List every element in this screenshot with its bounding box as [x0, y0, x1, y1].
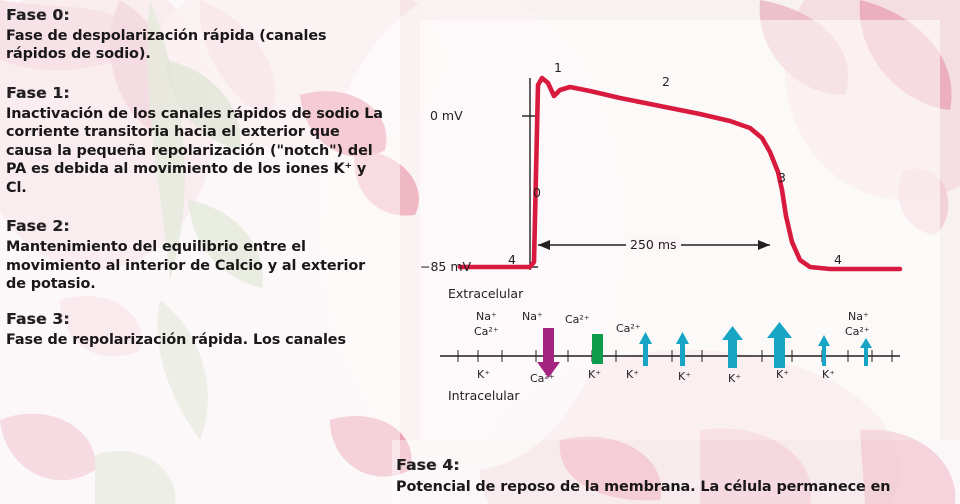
sodium-channel-arrow	[537, 328, 560, 378]
phase-3-heading: Fase 3:	[6, 310, 70, 329]
phase-4-heading: Fase 4:	[396, 456, 460, 474]
phase-block-4	[396, 456, 956, 496]
potassium-channel-arrow-3	[722, 326, 743, 368]
duration-label: 250 ms	[626, 237, 681, 252]
ion-label-bottom-4: K⁺	[626, 368, 640, 381]
duration-arrow-left-head	[538, 240, 550, 250]
ion-label-top-1: Na⁺	[476, 310, 497, 323]
duration-arrow-right-head	[758, 240, 770, 250]
potassium-channel-arrow-2	[676, 332, 689, 366]
ion-label-top-6: Na⁺	[848, 310, 869, 323]
phase-2-heading: Fase 2:	[6, 217, 70, 236]
phase-3-body: Fase de repolarización rápida. Los canales	[6, 332, 346, 349]
phase-1-heading: Fase 1:	[6, 83, 70, 102]
zero-mv-label: 0 mV	[430, 108, 463, 123]
phase-1-body: Inactivación de los canales rápidos de sodio La corriente transitoria hacia el exterior que causa la pequeña repolarización ("notch") del PA es debida al movimiento de los iones K⁺ y Cl.	[6, 105, 383, 196]
phase-0-body: Fase de despolarización rápida (canales rápidos de sodio).	[6, 28, 327, 63]
cardiac-action-potential-figure	[420, 30, 950, 430]
phase-block-3	[6, 310, 388, 349]
potassium-channel-arrow-5	[818, 335, 830, 366]
ion-label-bottom-5: K⁺	[678, 370, 692, 383]
phase-block-0	[6, 6, 388, 64]
membrane-channels	[440, 320, 920, 400]
ion-label-top-5: Ca²⁺	[616, 322, 641, 335]
ion-label-top-7: Ca²⁺	[845, 325, 870, 338]
ion-label-bottom-1: K⁺	[477, 368, 491, 381]
phase-4-body: Potencial de reposo de la membrana. La célula permanece en	[396, 479, 891, 495]
phase-number-4-right: 4	[834, 252, 842, 267]
phase-text-column	[6, 6, 388, 498]
potassium-channel-arrow-6	[860, 338, 872, 366]
intracellular-label: Intracelular	[448, 388, 520, 403]
action-potential-plot	[430, 30, 950, 290]
calcium-channel-bar	[592, 334, 603, 364]
phase-number-1: 1	[554, 60, 562, 75]
ion-label-top-3: Na⁺	[522, 310, 543, 323]
phase-block-1	[6, 84, 388, 197]
ion-label-bottom-8: K⁺	[822, 368, 836, 381]
ion-label-top-4: Ca²⁺	[565, 313, 590, 326]
phase-number-3: 3	[778, 170, 786, 185]
phase-0-heading: Fase 0:	[6, 6, 70, 24]
ion-label-bottom-3: K⁺	[588, 368, 602, 381]
phase-number-4-left: 4	[508, 252, 516, 267]
ion-label-top-2: Ca²⁺	[474, 325, 499, 338]
ion-label-bottom-2: Ca²⁺	[530, 372, 555, 385]
ion-label-bottom-7: K⁺	[776, 368, 790, 381]
extracellular-label: Extracelular	[448, 286, 524, 301]
potassium-channel-arrow-4	[767, 322, 792, 368]
ion-label-bottom-6: K⁺	[728, 372, 742, 385]
potassium-channel-arrow-1	[639, 332, 652, 366]
phase-number-2: 2	[662, 74, 670, 89]
phase-number-0: 0	[533, 185, 541, 200]
phase-2-body: Mantenimiento del equilibrio entre el movimiento al interior de Calcio y al exterior de potasio.	[6, 239, 366, 292]
phase-block-2	[6, 217, 388, 293]
resting-mv-label: −85 mV	[420, 259, 472, 274]
